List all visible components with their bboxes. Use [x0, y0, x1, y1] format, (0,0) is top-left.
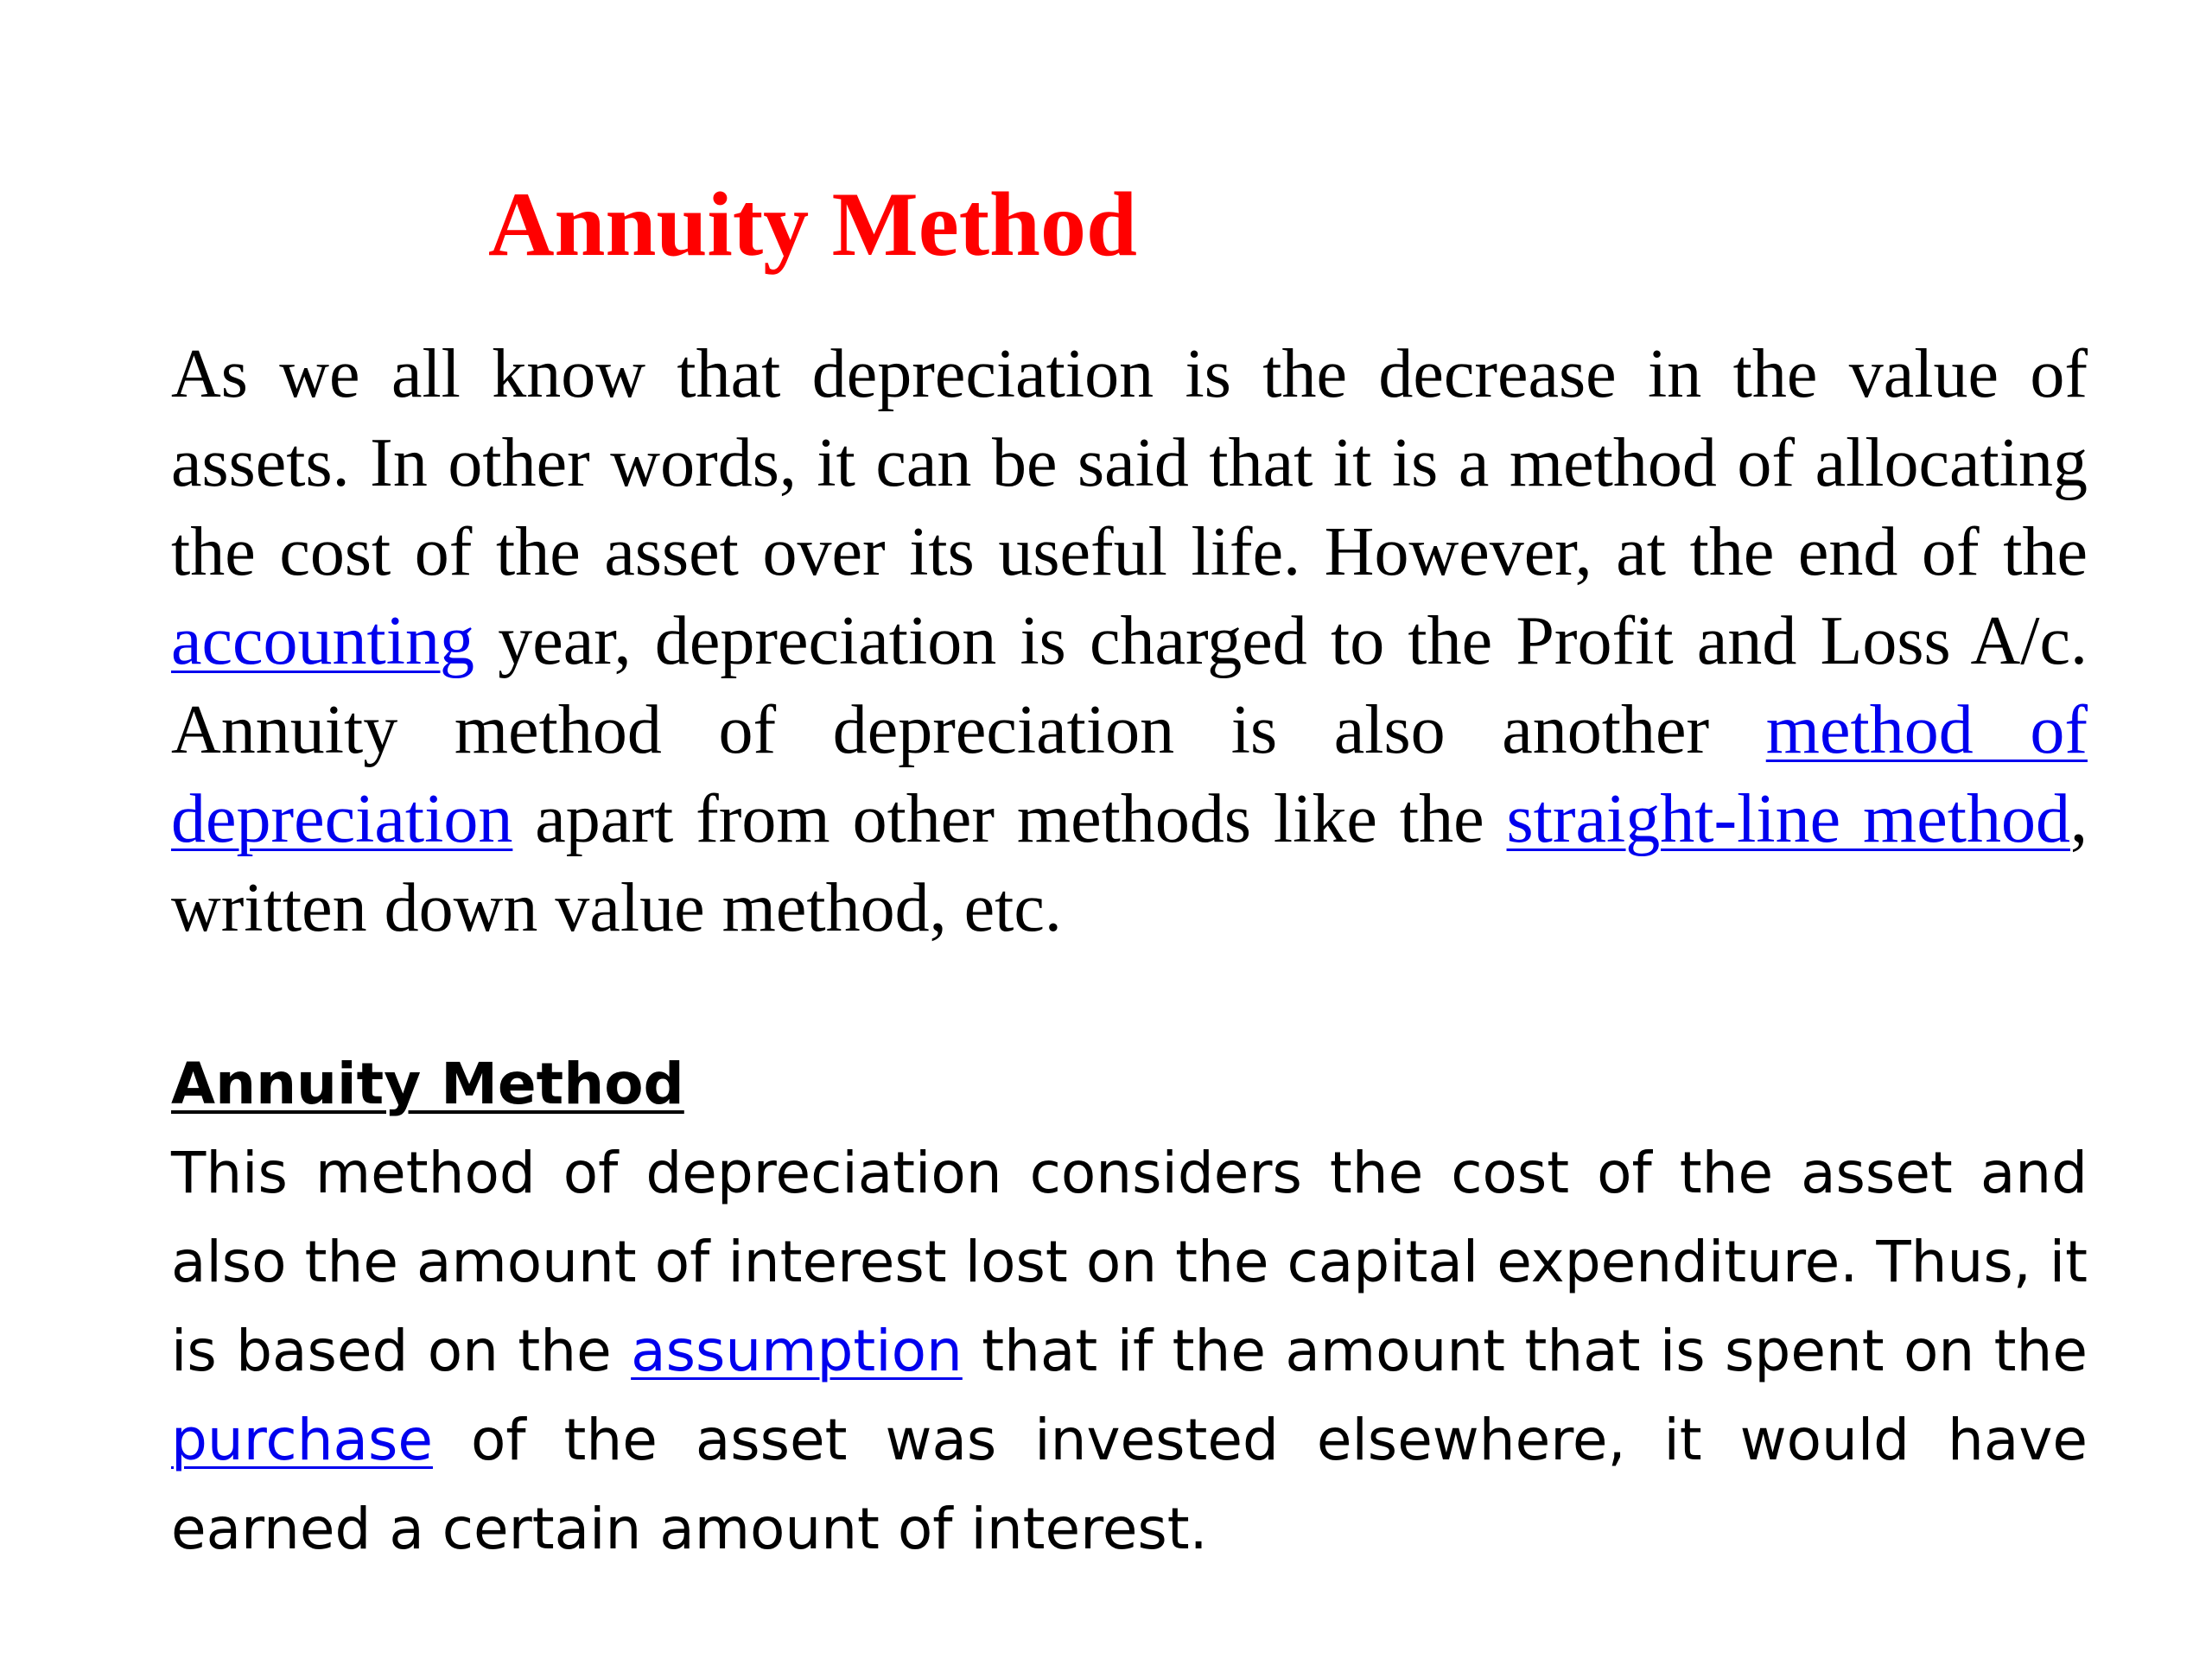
- section-text-3: of the asset was invested elsewhere, it would have earned a certain amount of interest.: [171, 1407, 2088, 1562]
- purchase-link[interactable]: purchase: [171, 1407, 433, 1473]
- method-of-depreciation-link[interactable]: method of depreciation: [171, 692, 2088, 857]
- intro-text-2: year, depreciation is charged to the Profit and Loss A/c. Annuity method of depreciation is also another: [171, 603, 2088, 768]
- page-title: Annuity Method: [488, 174, 1137, 275]
- section-paragraph: [171, 1128, 2088, 1573]
- straight-line-method-link[interactable]: straight-line method: [1506, 781, 2070, 857]
- section-heading: Annuity Method: [171, 1051, 684, 1117]
- section-text-1: This method of depreciation considers the cost of the asset and also the amount of interest lost on the capital expenditure. Thus, it is based on the: [171, 1140, 2088, 1384]
- section-text-2: that if the amount that is spent on the: [962, 1318, 2088, 1384]
- intro-paragraph: [171, 330, 2088, 953]
- accounting-link[interactable]: accounting: [171, 603, 474, 679]
- intro-text-4: , written down value method, etc.: [171, 781, 2088, 946]
- intro-text-3: apart from other methods like the: [512, 781, 1507, 857]
- intro-text-1: As we all know that depreciation is the decrease in the value of assets. In other words, it can be said that it is a method of allocating the cost of the asset over its useful life. However, at the end of the: [171, 336, 2088, 590]
- assumption-link[interactable]: assumption: [631, 1318, 963, 1384]
- annuity-method-section: [171, 1039, 2088, 1573]
